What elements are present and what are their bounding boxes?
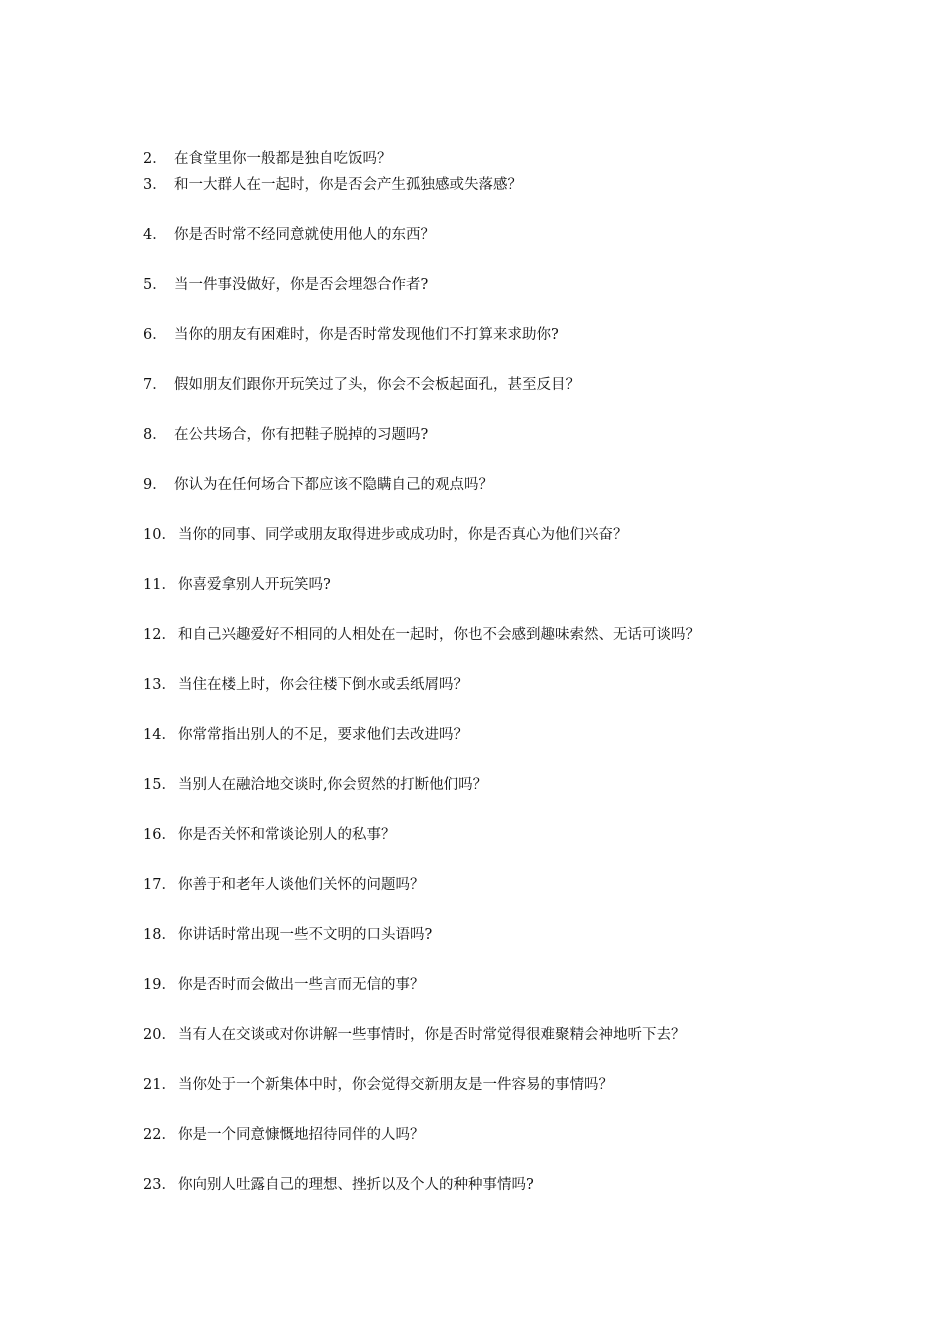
question-text: 你是一个同意慷慨地招待同伴的人吗？ [178, 1127, 425, 1143]
question-text: 当一件事没做好，你是否会埋怨合作者? [174, 277, 429, 293]
question-number: 23． [143, 1177, 176, 1193]
question-number: 21． [143, 1077, 176, 1093]
question-text: 在食堂里你一般都是独自吃饭吗？ [174, 151, 392, 167]
question-number: 9． [143, 477, 167, 493]
question-number: 4． [143, 227, 167, 243]
question-number: 20． [143, 1027, 176, 1043]
question-text: 你是否时而会做出一些言而无信的事？ [178, 977, 425, 993]
question-number: 11． [143, 577, 176, 593]
question-item [143, 774, 923, 796]
question-item [143, 148, 923, 170]
question-text: 假如朋友们跟你开玩笑过了头，你会不会板起面孔，甚至反目？ [174, 377, 580, 393]
question-text: 你常常指出别人的不足，要求他们去改进吗？ [178, 727, 468, 743]
question-text: 在公共场合，你有把鞋子脱掉的习题吗? [174, 427, 429, 443]
question-item [143, 1024, 923, 1046]
question-text: 你喜爱拿别人开玩笑吗? [178, 577, 331, 593]
question-text: 你认为在任何场合下都应该不隐瞒自己的观点吗？ [174, 477, 493, 493]
question-text: 你善于和老年人谈他们关怀的问题吗？ [178, 877, 425, 893]
question-item [143, 424, 923, 446]
question-text: 你是否关怀和常谈论别人的私事？ [178, 827, 396, 843]
question-item [143, 1124, 923, 1146]
question-number: 3． [143, 177, 167, 193]
question-number: 14． [143, 727, 176, 743]
question-list [143, 148, 923, 1196]
question-number: 5． [143, 277, 167, 293]
question-number: 17． [143, 877, 176, 893]
question-text: 当别人在融洽地交谈时,你会贸然的打断他们吗？ [178, 777, 488, 793]
question-number: 13． [143, 677, 176, 693]
question-text: 当你的朋友有困难时，你是否时常发现他们不打算来求助你? [174, 327, 559, 343]
question-text: 和一大群人在一起时，你是否会产生孤独感或失落感？ [174, 177, 522, 193]
question-item [143, 174, 923, 196]
question-item [143, 724, 923, 746]
question-number: 22． [143, 1127, 176, 1143]
question-number: 12． [143, 627, 176, 643]
question-item [143, 1174, 923, 1196]
question-item [143, 374, 923, 396]
question-item [143, 874, 923, 896]
question-number: 15． [143, 777, 176, 793]
question-item [143, 224, 923, 246]
question-text: 当你处于一个新集体中时，你会觉得交新朋友是一件容易的事情吗？ [178, 1077, 613, 1093]
question-number: 6． [143, 327, 167, 343]
question-item [143, 924, 923, 946]
question-text: 当你的同事、同学或朋友取得进步或成功时，你是否真心为他们兴奋？ [178, 527, 628, 543]
question-item [143, 624, 923, 646]
question-text: 你向别人吐露自己的理想、挫折以及个人的种种事情吗? [178, 1177, 534, 1193]
question-item [143, 974, 923, 996]
question-item [143, 324, 923, 346]
question-number: 10． [143, 527, 176, 543]
question-item [143, 524, 923, 546]
question-item [143, 674, 923, 696]
question-text: 当有人在交谈或对你讲解一些事情时，你是否时常觉得很难聚精会神地听下去？ [178, 1027, 686, 1043]
question-number: 19． [143, 977, 176, 993]
question-item [143, 574, 923, 596]
question-number: 8． [143, 427, 167, 443]
question-item [143, 1074, 923, 1096]
question-item [143, 274, 923, 296]
question-item [143, 474, 923, 496]
question-text: 当住在楼上时，你会往楼下倒水或丢纸屑吗？ [178, 677, 468, 693]
question-number: 2． [143, 151, 167, 167]
question-number: 16． [143, 827, 176, 843]
question-number: 7． [143, 377, 167, 393]
question-text: 你讲话时常出现一些不文明的口头语吗? [178, 927, 433, 943]
question-text: 你是否时常不经同意就使用他人的东西？ [174, 227, 435, 243]
question-item [143, 824, 923, 846]
question-number: 18． [143, 927, 176, 943]
question-text: 和自己兴趣爱好不相同的人相处在一起时，你也不会感到趣味索然、无话可谈吗？ [178, 627, 700, 643]
